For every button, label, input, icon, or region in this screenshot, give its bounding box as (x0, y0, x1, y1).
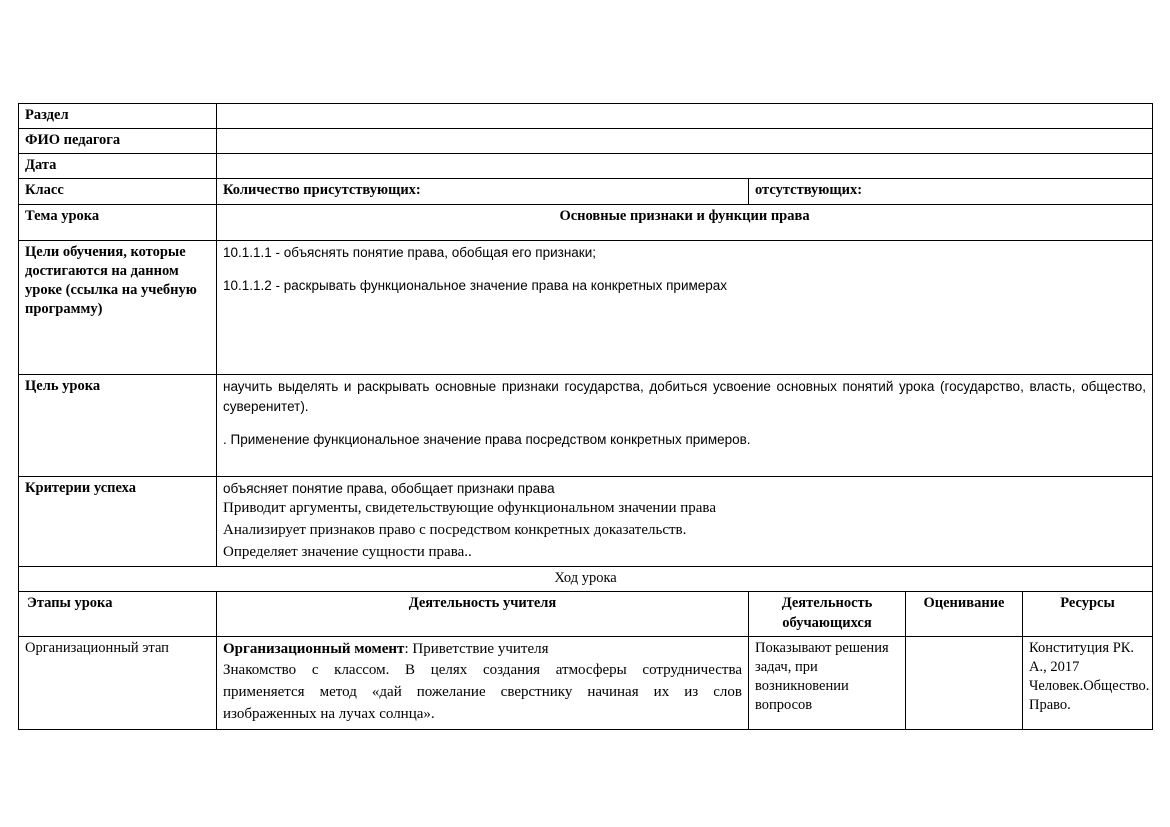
cell-resources: Конституция РК. А., 2017 Человек.Общество. Право. (1023, 636, 1153, 729)
row-label-tema: Тема урока (19, 204, 217, 240)
column-header-stages: Этапы урока (19, 592, 217, 636)
cell-teacher-activity (217, 636, 749, 729)
table-row (19, 636, 1153, 729)
column-header-teacher-activity: Деятельность учителя (217, 592, 749, 636)
table-row-kriterii-uspeha (19, 476, 1153, 567)
present-count-label[interactable]: Количество присутствующих: (217, 179, 749, 204)
table-row-celi-obucheniya (19, 240, 1153, 374)
row-label-razdel: Раздел (19, 104, 217, 129)
row-label-lesson-goal: Цель урока (19, 374, 217, 476)
teacher-activity-body: Знакомство с классом. В целях создания атмосферы сотрудничества применяется метод «дай пожелание сверстнику начиная их из слов изображенных на лучах солнца». (223, 662, 742, 722)
row-label-klass: Класс (19, 179, 217, 204)
table-row-fio (19, 129, 1153, 154)
absent-count-label[interactable]: отсутствующих: (749, 179, 1153, 204)
table-row-cel-uroka (19, 374, 1153, 476)
success-criteria-line: объясняет понятие права, обобщает признаки права (223, 480, 555, 496)
lesson-goal-paragraph: . Применение функциональное значение права посредством конкретных примеров. (223, 432, 751, 447)
table-row-klass (19, 179, 1153, 204)
row-label-learning-objectives: Цели обучения, которые достигаются на данном уроке (ссылка на учебную программу) (19, 240, 217, 374)
spacer (223, 263, 1146, 276)
row-value-fio[interactable] (217, 129, 1153, 154)
table-header-row (19, 592, 1153, 636)
teacher-activity-heading (223, 639, 742, 661)
row-value-razdel[interactable] (217, 104, 1153, 129)
cell-stage-name: Организационный этап (19, 636, 217, 729)
success-criteria-line: Анализирует признаков право с посредством конкретных доказательств. (223, 521, 687, 538)
success-criteria-line: Приводит аргументы, свидетельствующие офункциональном значении права (223, 500, 716, 517)
success-criteria-line: Определяет значение сущности права.. (223, 543, 472, 560)
learning-objective-item: 10.1.1.2 - раскрывать функциональное значение права на конкретных примерах (223, 277, 728, 293)
row-label-success-criteria: Критерии успеха (19, 476, 217, 567)
teacher-activity-heading-bold: Организационный момент (223, 640, 405, 657)
row-label-data: Дата (19, 154, 217, 179)
lesson-goal-value (217, 374, 1153, 476)
cell-assessment[interactable] (906, 636, 1023, 729)
row-value-data[interactable] (217, 154, 1153, 179)
teacher-activity-heading-rest: : Приветствие учителя (404, 640, 549, 657)
course-of-lesson-title: Ход урока (19, 567, 1153, 592)
learning-objective-item: 10.1.1.1 - объяснять понятие права, обобщая его признаки; (223, 244, 596, 260)
lesson-goal-paragraph: научить выделять и раскрывать основные признаки государства, добиться усвоение основных понятий урока (государство, власть, общество, суверенитет). (223, 378, 1147, 414)
table-row-tema (19, 204, 1153, 240)
table-row-razdel (19, 104, 1153, 129)
column-header-resources: Ресурсы (1023, 592, 1153, 636)
success-criteria-value (217, 476, 1153, 567)
cell-student-activity: Показывают решения задач, при возникновении вопросов (749, 636, 906, 729)
spacer (223, 417, 1146, 430)
column-header-student-activity: Деятельность обучающихся (749, 592, 906, 636)
learning-objectives-value (217, 240, 1153, 374)
column-header-assessment: Оценивание (906, 592, 1023, 636)
table-row-hod-uroka (19, 567, 1153, 592)
table-row-data (19, 154, 1153, 179)
lesson-topic-value: Основные признаки и функции права (217, 204, 1153, 240)
row-label-fio: ФИО педагога (19, 129, 217, 154)
lesson-plan-table (18, 103, 1153, 730)
